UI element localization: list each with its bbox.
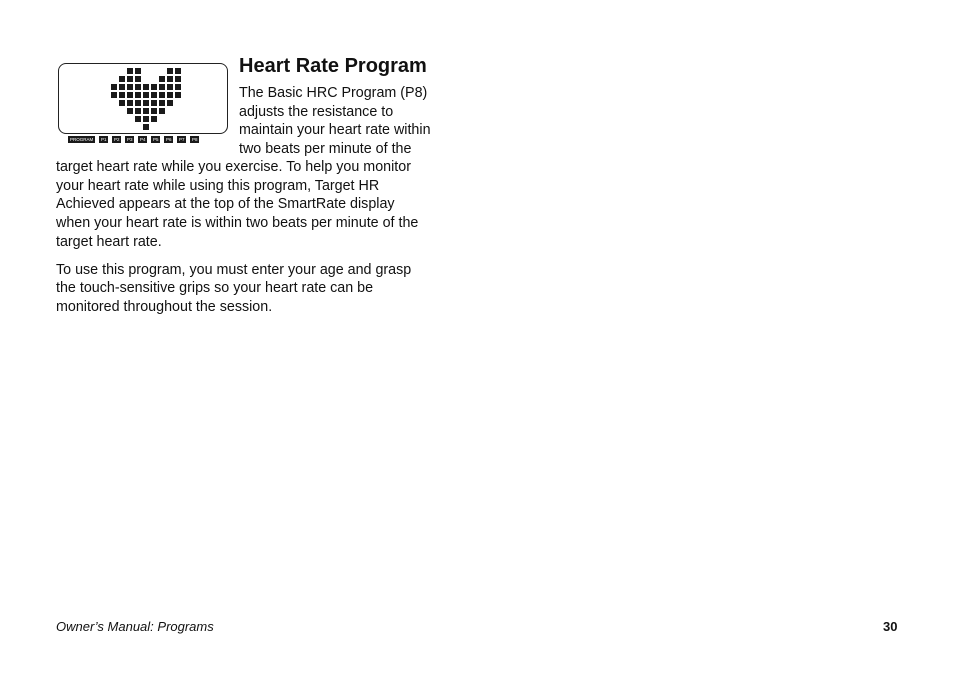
heart-pixel [143, 116, 149, 122]
paragraph-1-line: two beats per minute of the [239, 141, 412, 157]
program-label: PROGRAM [70, 137, 94, 142]
heart-pixel [151, 100, 157, 106]
heart-pixel [127, 100, 133, 106]
page-number: 30 [883, 619, 898, 634]
paragraph-1-line: maintain your heart rate within [239, 122, 431, 138]
heart-pixel [135, 84, 141, 90]
heart-pixel [159, 108, 165, 114]
heart-pixel [135, 100, 141, 106]
heart-pixel [111, 92, 117, 98]
program-slot-p5: P5 [153, 137, 159, 142]
heart-pixel [167, 76, 173, 82]
heart-pixel [151, 84, 157, 90]
heart-pixel [135, 68, 141, 74]
paragraph-2-line: To use this program, you must enter your age and grasp [56, 262, 412, 278]
heart-pixel [167, 100, 173, 106]
heart-pixel [159, 92, 165, 98]
program-slot-p7: P7 [179, 137, 185, 142]
paragraph-1-line: target heart rate while you exercise. To help you monitor [56, 159, 411, 175]
heart-pixel [175, 68, 181, 74]
heart-pixel [111, 84, 117, 90]
paragraph-1-line: The Basic HRC Program (P8) [239, 85, 428, 101]
heart-pixel [151, 116, 157, 122]
heart-pixel [159, 84, 165, 90]
paragraph-2-line: the touch-sensitive grips so your heart rate can be [56, 280, 374, 296]
section-title: Heart Rate Program [239, 55, 427, 77]
heart-pixel [175, 84, 181, 90]
heart-pixel [119, 84, 125, 90]
heart-pixel [127, 108, 133, 114]
heart-pixel [127, 84, 133, 90]
program-slot-p2: P2 [114, 137, 120, 142]
heart-pixel [135, 92, 141, 98]
heart-pixel [151, 108, 157, 114]
heart-pixel [143, 100, 149, 106]
paragraph-1-line: Achieved appears at the top of the SmartRate display [56, 196, 395, 212]
heart-pixel [135, 76, 141, 82]
heart-pixel [135, 108, 141, 114]
heart-pixel [119, 92, 125, 98]
heart-pixel [127, 68, 133, 74]
program-slot-p4: P4 [140, 137, 146, 142]
paragraph-1-line: target heart rate. [56, 234, 162, 250]
paragraph-1-line: your heart rate while using this program, Target HR [56, 178, 380, 194]
heart-pixel [175, 76, 181, 82]
heart-icon [111, 68, 183, 132]
heart-pixel [127, 92, 133, 98]
heart-pixel [167, 92, 173, 98]
heart-pixel [167, 68, 173, 74]
heart-pixel [167, 84, 173, 90]
heart-pixel [151, 92, 157, 98]
heart-pixel [135, 116, 141, 122]
footer-manual-title: Owner’s Manual: Programs [56, 619, 214, 634]
heart-pixel [175, 92, 181, 98]
heart-pixel [119, 76, 125, 82]
paragraph-1-line: adjusts the resistance to [239, 104, 394, 120]
heart-pixel [143, 124, 149, 130]
program-slot-p3: P3 [127, 137, 133, 142]
program-slot-p1: P1 [101, 137, 107, 142]
heart-pixel [143, 84, 149, 90]
heart-pixel [143, 92, 149, 98]
heart-pixel [159, 100, 165, 106]
paragraph-1-line: when your heart rate is within two beats per minute of the [56, 215, 419, 231]
heart-pixel [159, 76, 165, 82]
program-slot-p8: P8 [192, 137, 198, 142]
heart-pixel [119, 100, 125, 106]
program-indicator-bar [68, 136, 199, 143]
heart-pixel [143, 108, 149, 114]
heart-pixel [127, 76, 133, 82]
program-slot-p6: P6 [166, 137, 172, 142]
paragraph-2-line: monitored throughout the session. [56, 299, 273, 315]
